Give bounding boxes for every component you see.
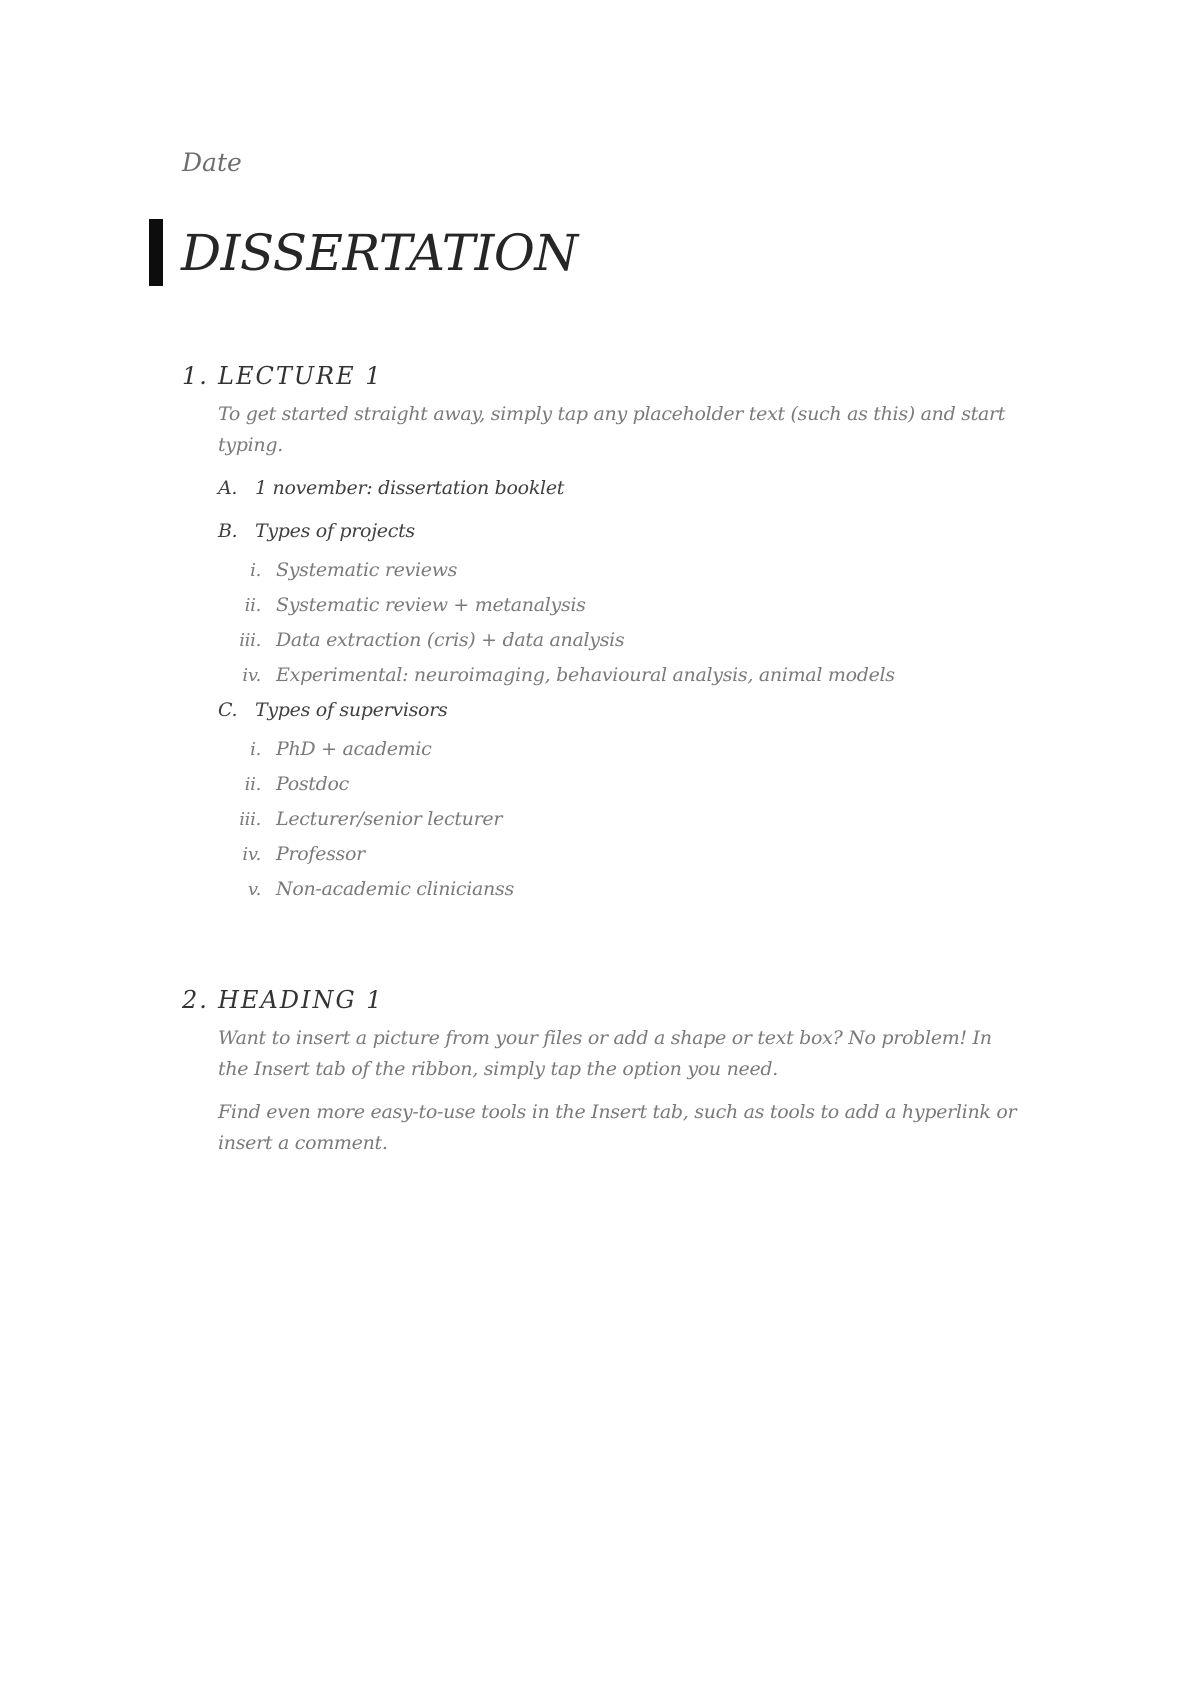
placeholder-paragraph[interactable]: To get started straight away, simply tap any placeholder text (such as this) and start typing. (218, 403, 1006, 456)
sublist-item-text: Experimental: neuroimaging, behavioural analysis, animal models (276, 664, 895, 686)
sublist-item-text: Lecturer/senior lecturer (276, 808, 503, 830)
sublist-item-text: Postdoc (276, 773, 349, 795)
placeholder-paragraph[interactable]: Want to insert a picture from your files or add a shape or text box? No problem! In the Insert tab of the ribbon, simply tap the option you need. (218, 1027, 992, 1080)
section-heading-1 (182, 985, 1022, 1159)
list-item[interactable] (218, 695, 1022, 726)
list-marker: B. (218, 520, 238, 542)
section-heading[interactable] (182, 361, 1022, 391)
sublist-item-text: Data extraction (cris) + data analysis (276, 629, 625, 651)
title-accent-bar (149, 219, 163, 286)
sublist-marker: ii. (244, 595, 261, 616)
sublist-item-text: Professor (276, 843, 365, 865)
sublist-item[interactable] (218, 658, 1022, 693)
sublist-marker: iv. (242, 844, 261, 865)
sublist-item-text: PhD + academic (276, 738, 432, 760)
heading-number: 2. (182, 986, 209, 1014)
list-item[interactable] (218, 473, 1022, 504)
sublist-item[interactable] (218, 732, 1022, 767)
heading-text: LECTURE 1 (218, 362, 383, 390)
list-item-text: Types of projects (255, 520, 415, 542)
heading-number: 1. (182, 362, 209, 390)
section-heading[interactable] (182, 985, 1022, 1015)
sublist-marker: i. (250, 560, 261, 581)
sublist (182, 553, 1022, 693)
date-field[interactable]: Date (182, 148, 242, 177)
sublist-marker: iv. (242, 665, 261, 686)
sublist-item[interactable] (218, 872, 1022, 907)
list-marker: A. (218, 477, 238, 499)
sublist-item[interactable] (218, 623, 1022, 658)
placeholder-paragraph[interactable]: Find even more easy-to-use tools in the Insert tab, such as tools to add a hyperlink or insert a comment. (218, 1101, 1017, 1154)
sublist-item-text: Systematic reviews (276, 559, 458, 581)
sublist-marker: v. (247, 879, 261, 900)
sublist-item[interactable] (218, 767, 1022, 802)
sublist-item[interactable] (218, 553, 1022, 588)
sublist-item[interactable] (218, 837, 1022, 872)
sublist-item[interactable] (218, 802, 1022, 837)
sublist-marker: i. (250, 739, 261, 760)
sublist-item-text: Systematic review + metanalysis (276, 594, 586, 616)
list-item-text: 1 november: dissertation booklet (255, 477, 565, 499)
section-lecture-1 (182, 361, 1022, 907)
sublist-marker: iii. (239, 630, 261, 651)
sublist-item-text: Non-academic clinicianss (276, 878, 514, 900)
document-title[interactable]: DISSERTATION (181, 224, 578, 282)
sublist-marker: ii. (244, 774, 261, 795)
list-item-text: Types of supervisors (255, 699, 448, 721)
sublist-marker: iii. (239, 809, 261, 830)
heading-text: HEADING 1 (218, 986, 384, 1014)
sublist-item[interactable] (218, 588, 1022, 623)
list-item[interactable] (218, 516, 1022, 547)
sublist (182, 732, 1022, 907)
list-marker: C. (218, 699, 238, 721)
